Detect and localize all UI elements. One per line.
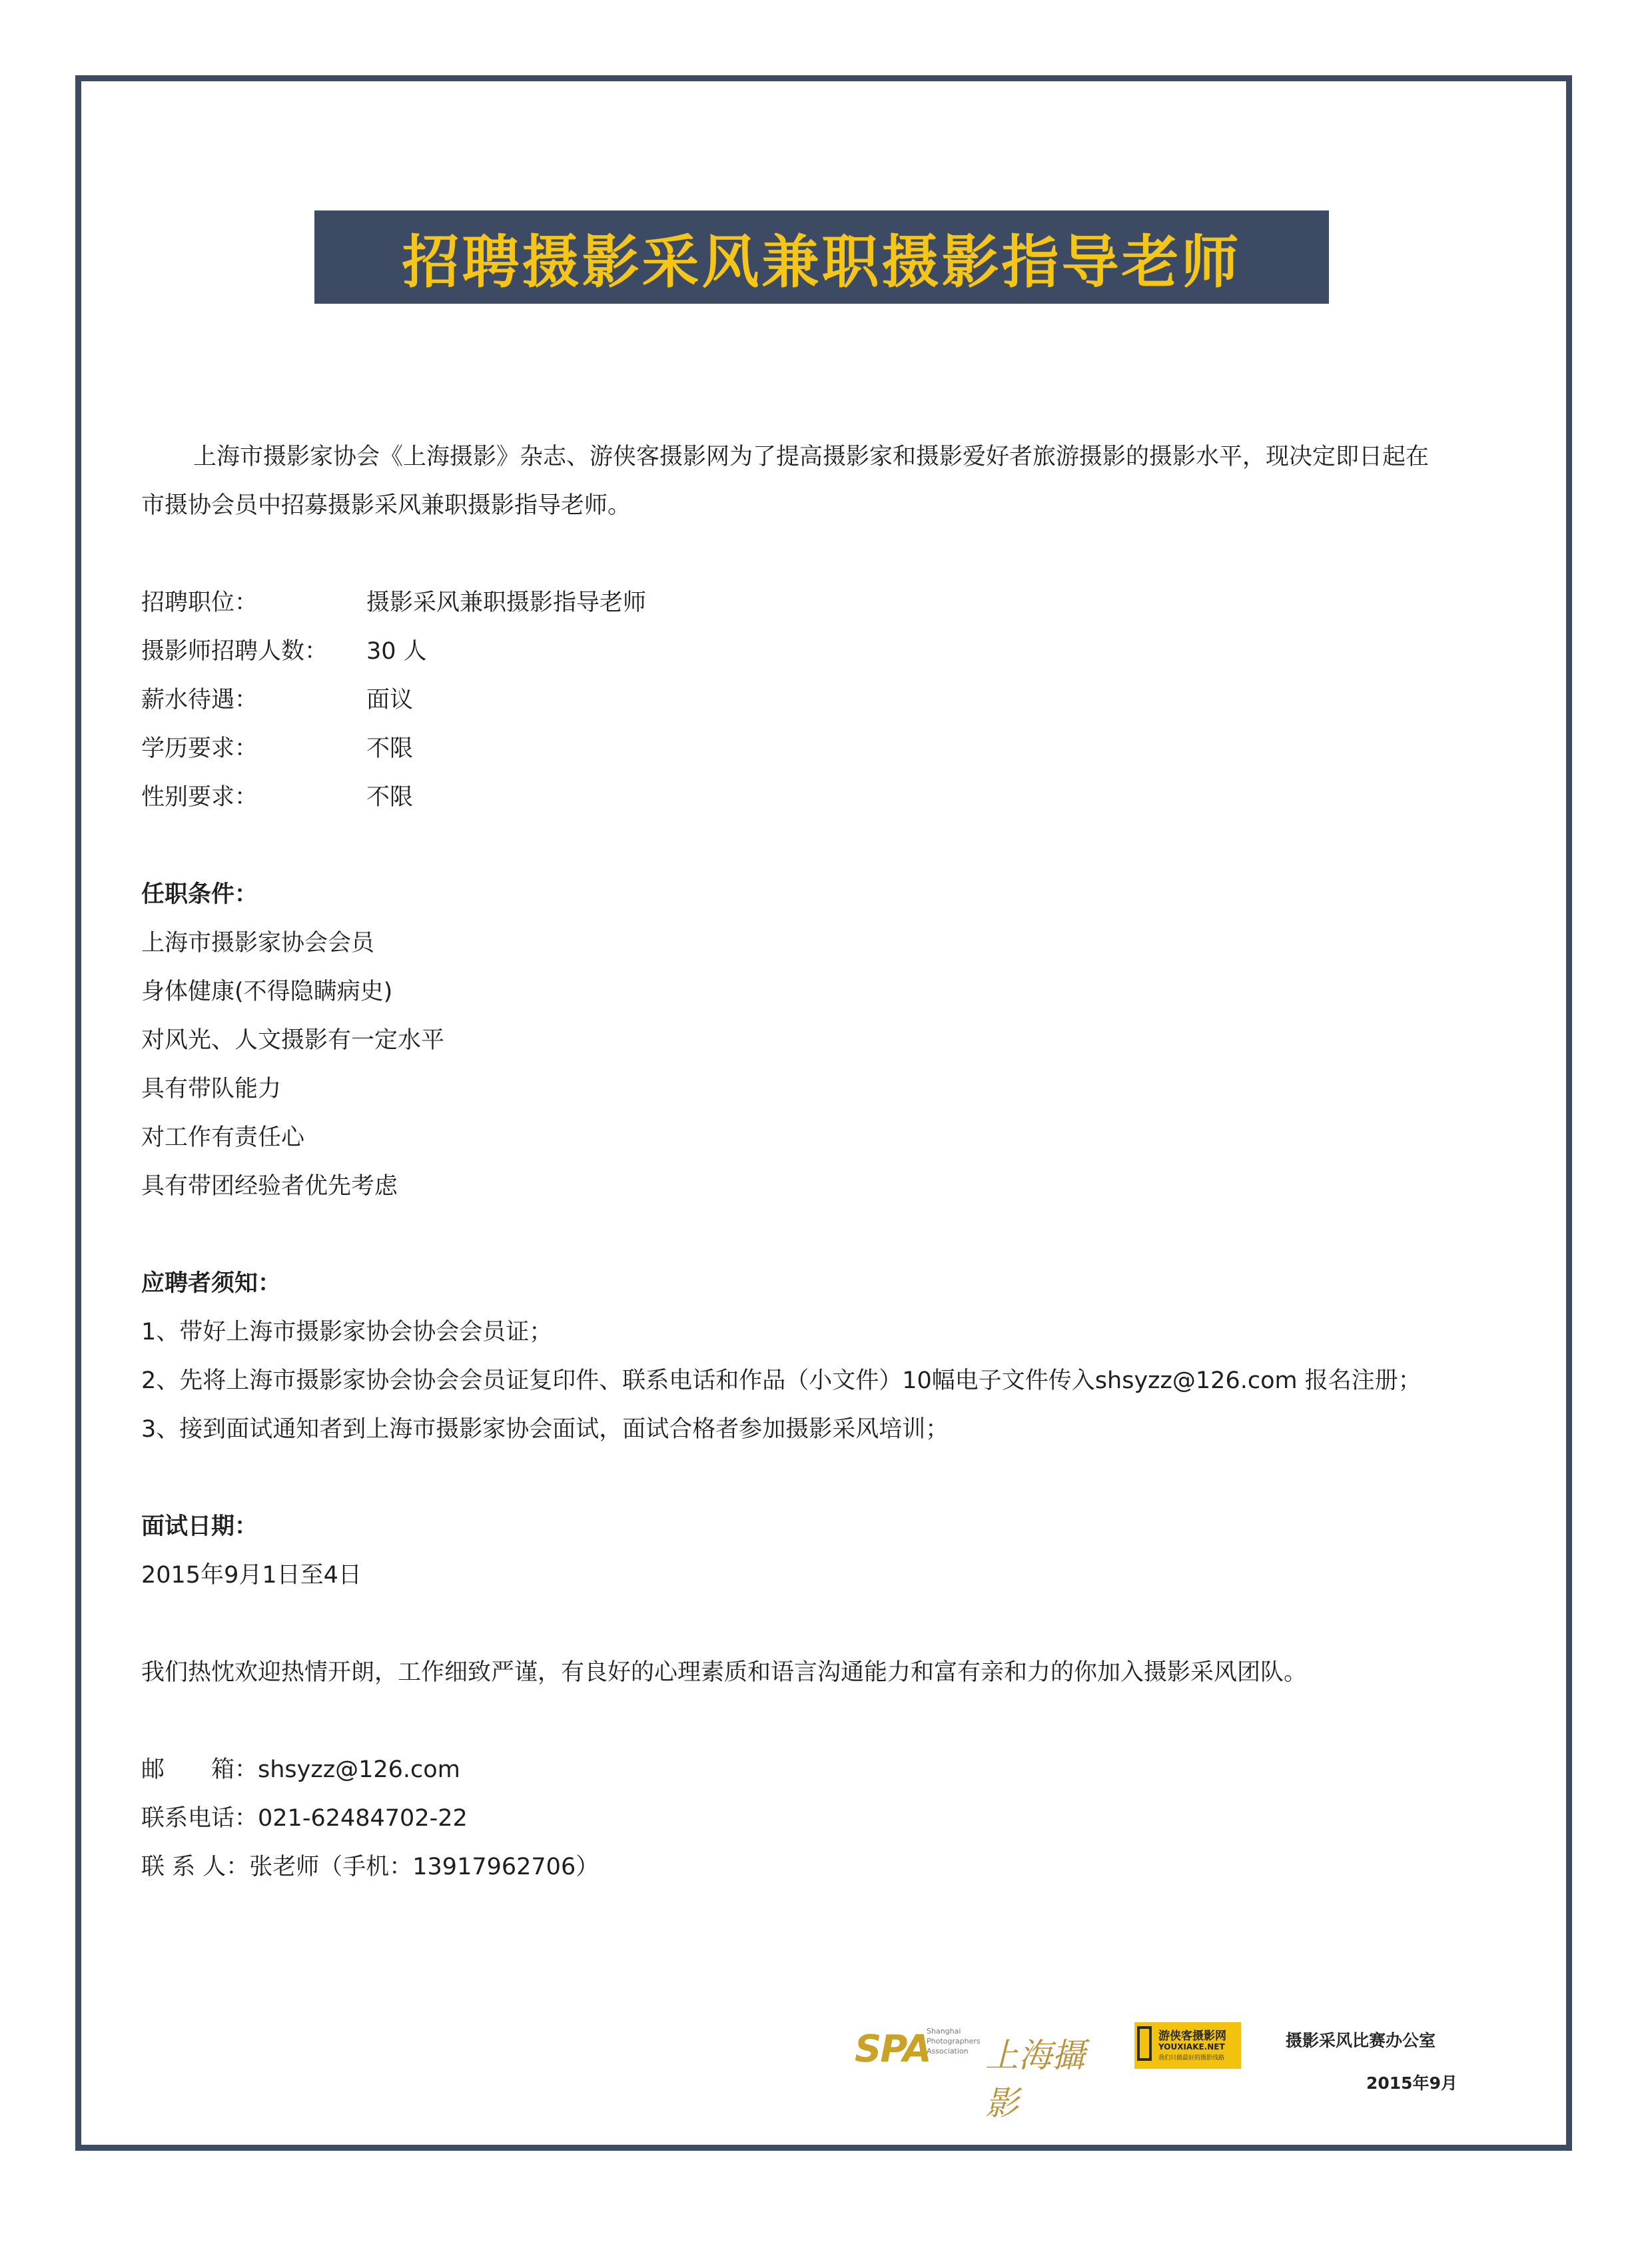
email-value: shsyzz@126.com <box>258 1756 460 1783</box>
field-label: 摄影师招聘人数： <box>141 638 328 665</box>
interview-heading: 面试日期： <box>141 1513 258 1540</box>
interview-date: 2015年9月1日至4日 <box>141 1562 362 1589</box>
intro-line-2: 市摄协会员中招募摄影采风兼职摄影指导老师。 <box>141 492 631 519</box>
person-label: 联 系 人： <box>141 1854 250 1880</box>
page-title: 招聘摄影采风兼职摄影指导老师 <box>402 229 1242 296</box>
youxiake-logo <box>1134 2022 1241 2069</box>
phone-value: 021-62484702-22 <box>258 1805 468 1832</box>
list-item: 上海市摄影家协会会员 <box>141 930 375 956</box>
list-item: 1、带好上海市摄影家协会协会会员证； <box>141 1319 553 1345</box>
spa-sub-line: Association <box>927 2047 969 2055</box>
youxiake-slogan: 我们只做最好的摄影线路 <box>1158 2055 1225 2061</box>
phone-label: 联系电话： <box>141 1805 258 1832</box>
youxiake-name: 游侠客摄影网 <box>1158 2030 1226 2043</box>
field-value: 30 人 <box>366 638 427 665</box>
spa-logo-mark: SPA <box>855 2028 931 2071</box>
spa-sub-line: Photographers <box>927 2037 981 2046</box>
contact-email-row <box>141 1746 1513 1794</box>
contact-block <box>141 1746 1513 1892</box>
list-item: 身体健康(不得隐瞒病史) <box>141 978 393 1005</box>
youxiake-domain: YOUXIAKE.NET <box>1158 2042 1225 2052</box>
list-item: 2、先将上海市摄影家协会协会会员证复印件、联系电话和作品（小文件）10幅电子文件传入shsyzz@126.com 报名注册； <box>141 1367 1422 1394</box>
contact-phone-row <box>141 1794 1513 1843</box>
spa-logo-subtitle <box>927 2026 981 2056</box>
list-item: 对工作有责任心 <box>141 1124 305 1151</box>
field-label: 薪水待遇： <box>141 687 258 713</box>
list-item: 对风光、人文摄影有一定水平 <box>141 1027 445 1054</box>
spacer <box>141 1600 1513 1649</box>
list-item: 具有带团经验者优先考虑 <box>141 1173 398 1200</box>
document-body <box>141 433 1513 1892</box>
title-banner <box>314 210 1329 304</box>
list-item: 3、接到面试通知者到上海市摄影家协会面试，面试合格者参加摄影采风培训； <box>141 1416 949 1443</box>
field-value: 面议 <box>366 687 414 713</box>
office-date: 2015年9月 <box>1366 2073 1457 2093</box>
spa-sub-line: Shanghai <box>927 2027 961 2036</box>
office-name: 摄影采风比赛办公室 <box>1286 2031 1436 2050</box>
notice-list <box>141 1308 1513 1454</box>
email-label: 邮 箱： <box>141 1756 258 1783</box>
job-fields <box>141 579 1513 822</box>
notice-heading: 应聘者须知： <box>141 1270 282 1297</box>
intro-line-1: 上海市摄影家协会《上海摄影》杂志、游侠客摄影网为了提高摄影家和摄影爱好者旅游摄影的摄影水平，现决定即日起在 <box>193 444 1430 470</box>
field-row-count <box>141 627 1513 676</box>
field-value: 摄影采风兼职摄影指导老师 <box>366 589 647 616</box>
person-value: 张老师（手机：13917962706） <box>249 1854 600 1880</box>
field-label: 学历要求： <box>141 735 258 762</box>
field-row-position <box>141 579 1513 627</box>
intro-paragraph <box>141 433 1513 530</box>
field-value: 不限 <box>366 784 414 811</box>
spacer <box>141 1697 1513 1746</box>
requirements-list <box>141 919 1513 1211</box>
field-row-gender <box>141 773 1513 822</box>
youxiake-logo-icon <box>1137 2026 1152 2061</box>
requirements-heading: 任职条件： <box>141 881 258 908</box>
list-item: 具有带队能力 <box>141 1076 282 1102</box>
field-row-education <box>141 725 1513 773</box>
field-label: 招聘职位： <box>141 589 258 616</box>
shanghai-photography-logo-text: 上海攝影 <box>985 2036 1085 2123</box>
contact-person-row <box>141 1843 1513 1892</box>
field-value: 不限 <box>366 735 414 762</box>
spa-logo <box>855 2022 1101 2123</box>
field-row-salary <box>141 676 1513 725</box>
welcome-text: 我们热忱欢迎热情开朗，工作细致严谨，有良好的心理素质和语言沟通能力和富有亲和力的你加入摄影采风团队。 <box>141 1659 1308 1686</box>
field-label: 性别要求： <box>141 784 258 811</box>
